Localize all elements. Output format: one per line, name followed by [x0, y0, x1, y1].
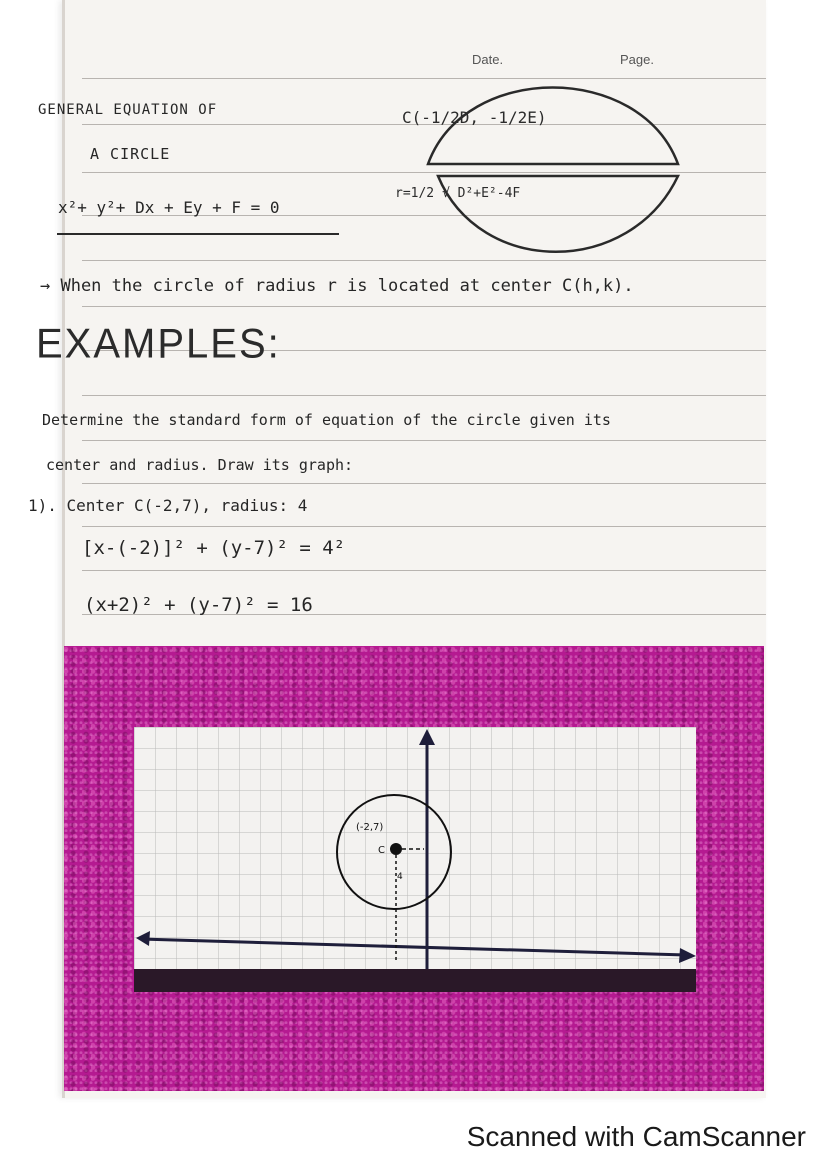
center-coordinate-label: (-2,7)	[356, 822, 384, 833]
center-point	[390, 843, 402, 855]
ruled-line	[82, 306, 766, 307]
ruled-line	[82, 440, 766, 441]
ruled-line	[82, 395, 766, 396]
center-letter-label: C	[378, 845, 385, 856]
solution-step-2: (x+2)² + (y-7)² = 16	[84, 594, 313, 616]
ruled-line	[82, 526, 766, 527]
equation-underline	[57, 233, 339, 235]
problem-statement: 1). Center C(-2,7), radius: 4	[28, 496, 308, 515]
solution-step-1: [x-(-2)]² + (y-7)² = 4²	[82, 537, 346, 559]
page-label: Page.	[620, 52, 654, 67]
instruction-line-1: Determine the standard form of equation of the circle given its	[42, 411, 611, 429]
title-line-2: A CIRCLE	[90, 145, 171, 163]
photo-edge	[134, 969, 696, 992]
lens-diagram	[420, 72, 685, 267]
ruled-line	[82, 570, 766, 571]
general-equation: x²+ y²+ Dx + Ey + F = 0	[58, 198, 280, 217]
ruled-line	[82, 483, 766, 484]
date-label: Date.	[472, 52, 504, 67]
scanner-watermark: Scanned with CamScanner	[466, 1121, 806, 1152]
graph-svg	[134, 727, 696, 992]
title-line-1: GENERAL EQUATION OF	[38, 102, 218, 118]
lens-center-formula: C(-1/2D, -1/2E)	[402, 108, 547, 127]
radius-label: 4	[397, 872, 403, 882]
examples-heading: EXAMPLES:	[36, 320, 281, 368]
circle-graph	[134, 727, 696, 992]
lens-radius-formula: r=1/2 √ D²+E²-4F	[395, 186, 521, 201]
instruction-line-2: center and radius. Draw its graph:	[46, 456, 354, 474]
note-text: → When the circle of radius r is located at center C(h,k).	[40, 276, 634, 296]
